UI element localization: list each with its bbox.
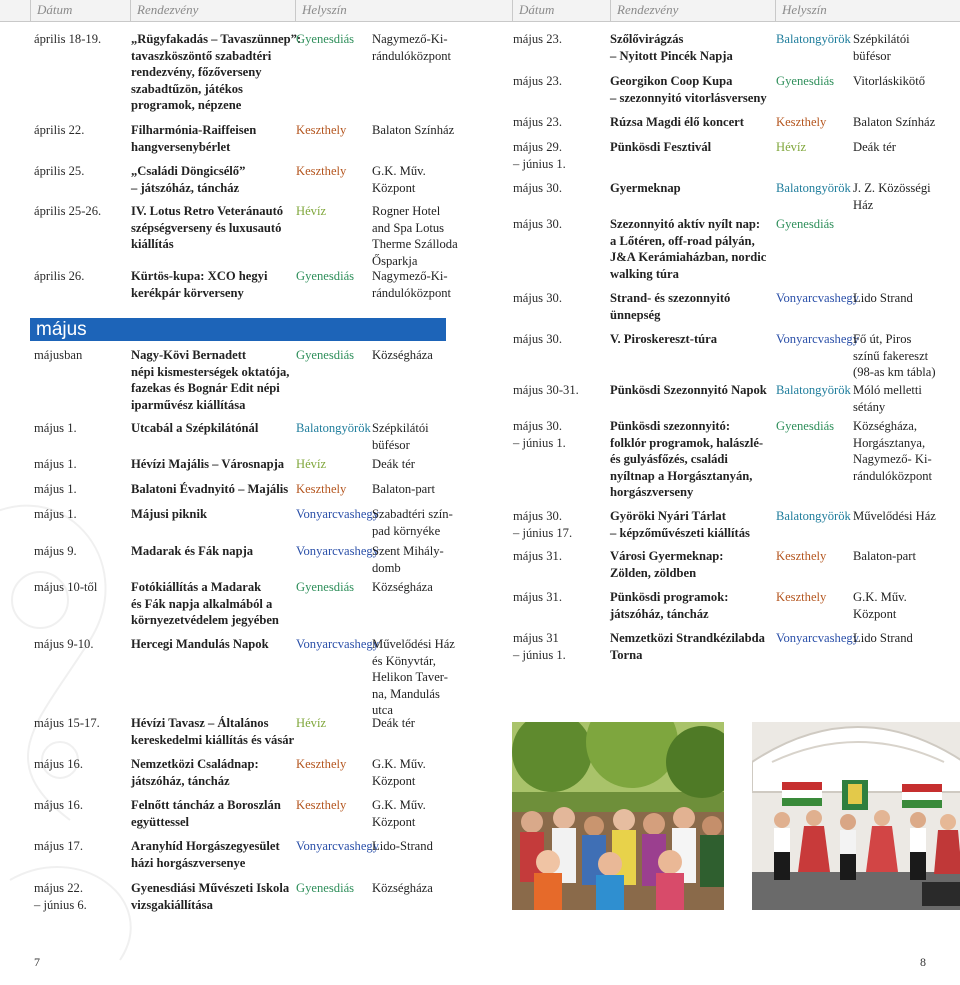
page-number-left: 7 (34, 955, 40, 969)
event-town: Vonyarcvashegy (776, 291, 860, 305)
event-date: április 26. (34, 269, 85, 283)
page-number-right: 8 (920, 955, 926, 969)
event-venue: Szépkilátói büfésor (372, 421, 429, 452)
event-venue: Művelődési Ház és Könyvtár, Helikon Taver- na, Mandulás utca (372, 637, 455, 718)
event-venue: Vitorláskikötő (853, 74, 926, 88)
event-town: Gyenesdiás (296, 32, 355, 46)
event-date: május 1. (34, 482, 77, 496)
event-title: Pünkösdi programok: játszóház, táncház (610, 590, 729, 621)
event-town: Balatongyörök (296, 421, 371, 435)
event-venue: G.K. Műv. Központ (372, 798, 426, 829)
header-location: Helyszín (295, 0, 480, 22)
event-venue: Nagymező-Ki- rándulóközpont (372, 32, 452, 63)
event-venue: Fő út, Piros színű fakereszt (98-as km tábla) (853, 332, 936, 380)
event-venue: Balaton Színház (853, 115, 936, 129)
event-title: Madarak és Fák napja (131, 544, 254, 558)
event-title: Hercegi Mandulás Napok (131, 637, 269, 651)
header-event: Rendezvény (130, 0, 296, 22)
event-venue: Rogner Hotel and Spa Lotus Therme Szálloda Ősparkja (372, 204, 458, 268)
event-title: Utcabál a Szépkilátónál (131, 421, 259, 435)
event-date: május 9-10. (34, 637, 94, 651)
event-date: május 15-17. (34, 716, 100, 730)
event-title: Hévízi Majális – Városnapja (131, 457, 285, 471)
event-date: április 25-26. (34, 204, 102, 218)
event-venue: Lido Strand (853, 291, 913, 305)
event-date: május 30. – június 17. (513, 509, 573, 540)
event-venue: Balaton Színház (372, 123, 455, 137)
event-title: Pünkösdi Szezonnyitó Napok (610, 383, 767, 397)
event-date: május 30. – június 1. (513, 419, 566, 450)
event-date: május 1. (34, 457, 77, 471)
event-venue: Községháza (372, 881, 433, 895)
table-header (480, 0, 960, 22)
event-town: Vonyarcvashegy (296, 507, 380, 521)
event-town: Vonyarcvashegy (776, 332, 860, 346)
event-title: Strand- és szezonnyitó ünnepség (610, 291, 731, 322)
event-town: Vonyarcvashegy (776, 631, 860, 645)
event-date: május 30. (513, 332, 562, 346)
event-title: Aranyhíd Horgászegyesület házi horgászversenye (131, 839, 280, 870)
event-town: Gyenesdiás (776, 419, 835, 433)
event-title: Georgikon Coop Kupa – szezonnyitó vitorlásverseny (610, 74, 767, 105)
event-date: május 16. (34, 798, 83, 812)
event-venue: Balaton-part (853, 549, 916, 563)
event-town: Gyenesdiás (296, 269, 355, 283)
event-venue: Községháza (372, 580, 433, 594)
header-date: Dátum (512, 0, 612, 22)
event-venue: Nagymező-Ki- rándulóközpont (372, 269, 452, 300)
event-venue: Deák tér (372, 457, 416, 471)
event-town: Keszthely (776, 115, 827, 129)
event-venue: Szabadtéri szín- pad környéke (372, 507, 453, 538)
event-title: Györöki Nyári Tárlat – képzőművészeti kiállítás (610, 509, 750, 540)
event-town: Balatongyörök (776, 181, 851, 195)
event-town: Hévíz (296, 204, 327, 218)
header-location: Helyszín (775, 0, 960, 22)
event-date: május 23. (513, 74, 562, 88)
event-town: Keszthely (296, 164, 347, 178)
event-town: Balatongyörök (776, 509, 851, 523)
crowd-festival-photo (512, 722, 724, 910)
event-venue: Lido-Strand (372, 839, 433, 853)
event-venue: G.K. Műv. Központ (853, 590, 907, 621)
event-title: IV. Lotus Retro Veteránautó szépségverseny és luxusautó kiállítás (131, 204, 284, 252)
event-date: május 30. (513, 217, 562, 231)
event-venue: Móló melletti sétány (853, 383, 922, 414)
event-venue: Községháza (372, 348, 433, 362)
event-title: Pünkösdi Fesztivál (610, 140, 712, 154)
event-town: Gyenesdiás (776, 217, 835, 231)
event-date: május 31. (513, 549, 562, 563)
event-town: Hévíz (296, 457, 327, 471)
event-venue: Deák tér (853, 140, 897, 154)
event-date: május 23. (513, 32, 562, 46)
event-date: május 30. (513, 291, 562, 305)
event-date: május 16. (34, 757, 83, 771)
event-title: Májusi piknik (131, 507, 207, 521)
event-title: „Rügyfakadás – Tavaszünnep”: tavaszköszöntő szabadtéri rendezvény, főzőverseny szabadtűzön, játékos programok, népzene (131, 32, 302, 113)
event-title: Szezonnyitó aktív nyílt nap: a Lőtéren, off-road pályán, J&A Kerámiaházban, nordic walking túra (610, 217, 767, 281)
event-date: május 30. (513, 181, 562, 195)
event-title: Filharmónia-Raiffeisen hangversenybérlet (131, 123, 257, 154)
event-venue: Balaton-part (372, 482, 435, 496)
event-venue: Községháza, Horgásztanya, Nagymező- Ki- rándulóközpont (853, 419, 933, 483)
event-date: május 29. – június 1. (513, 140, 566, 171)
event-town: Keszthely (296, 798, 347, 812)
event-title: Rúzsa Magdi élő koncert (610, 115, 744, 129)
event-town: Vonyarcvashegy (296, 637, 380, 651)
event-title: Gyermeknap (610, 181, 681, 195)
event-date: május 9. (34, 544, 77, 558)
event-date: május 1. (34, 507, 77, 521)
event-town: Keszthely (776, 549, 827, 563)
event-date: májusban (34, 348, 83, 362)
folk-dance-tent-photo (752, 722, 960, 910)
event-title: Kürtös-kupa: XCO hegyi kerékpár körverseny (131, 269, 268, 300)
event-title: Balatoni Évadnyitó – Majális (131, 482, 289, 496)
event-town: Vonyarcvashegy (296, 839, 380, 853)
event-town: Keszthely (296, 123, 347, 137)
event-date: május 31 – június 1. (513, 631, 566, 662)
event-town: Gyenesdiás (776, 74, 835, 88)
event-venue: Szépkilátói büfésor (853, 32, 910, 63)
event-town: Balatongyörök (776, 383, 851, 397)
event-date: május 31. (513, 590, 562, 604)
event-venue: Művelődési Ház (853, 509, 936, 523)
event-date: május 1. (34, 421, 77, 435)
event-town: Gyenesdiás (296, 580, 355, 594)
event-title: Hévízi Tavasz – Általános kereskedelmi kiállítás és vásár (131, 716, 295, 747)
event-title: Nemzetközi Családnap: játszóház, táncház (131, 757, 259, 788)
event-venue: G.K. Műv. Központ (372, 757, 426, 788)
header-date: Dátum (30, 0, 132, 22)
event-town: Keszthely (296, 757, 347, 771)
event-town: Hévíz (776, 140, 807, 154)
event-venue: Lido Strand (853, 631, 913, 645)
event-venue: Szent Mihály- domb (372, 544, 444, 575)
event-town: Balatongyörök (776, 32, 851, 46)
event-venue: J. Z. Közösségi Ház (853, 181, 931, 212)
event-venue: G.K. Műv. Központ (372, 164, 426, 195)
event-date: május 17. (34, 839, 83, 853)
event-town: Hévíz (296, 716, 327, 730)
event-date: április 18-19. (34, 32, 102, 46)
month-heading-bar (30, 318, 446, 341)
header-event: Rendezvény (610, 0, 776, 22)
event-date: április 22. (34, 123, 85, 137)
event-title: Nagy-Kövi Bernadett népi kismesterségek oktatója, fazekas és Bognár Edit népi iparművész kiállítása (131, 348, 290, 412)
event-title: Pünkösdi szezonnyitó: folklór programok, halászlé- és gulyásfőzés, családi nyíltnap a Horgásztanyán, horgászverseny (610, 419, 764, 500)
event-town: Keszthely (776, 590, 827, 604)
event-date: május 23. (513, 115, 562, 129)
event-title: Felnőtt táncház a Boroszlán együttessel (131, 798, 281, 829)
event-date: május 22. – június 6. (34, 881, 87, 912)
event-town: Gyenesdiás (296, 881, 355, 895)
event-title: Fotókiállítás a Madarak és Fák napja alkalmából a környezetvédelem jegyében (131, 580, 279, 628)
event-town: Gyenesdiás (296, 348, 355, 362)
event-date: május 30-31. (513, 383, 579, 397)
event-town: Vonyarcvashegy (296, 544, 380, 558)
right-page (480, 0, 960, 985)
event-title: „Családi Döngicsélő” – játszóház, táncház (131, 164, 246, 195)
event-date: április 25. (34, 164, 85, 178)
event-town: Keszthely (296, 482, 347, 496)
table-header (0, 0, 480, 22)
event-title: Nemzetközi Strandkézilabda Torna (610, 631, 765, 662)
event-venue: Deák tér (372, 716, 416, 730)
event-title: V. Piroskereszt-túra (610, 332, 718, 346)
event-title: Városi Gyermeknap: Zölden, zöldben (610, 549, 724, 580)
month-heading: május (36, 319, 87, 340)
event-title: Szőlővirágzás – Nyitott Pincék Napja (610, 32, 733, 63)
event-date: május 10-től (34, 580, 98, 594)
event-title: Gyenesdiási Művészeti Iskola vizsgakiállítása (131, 881, 290, 912)
